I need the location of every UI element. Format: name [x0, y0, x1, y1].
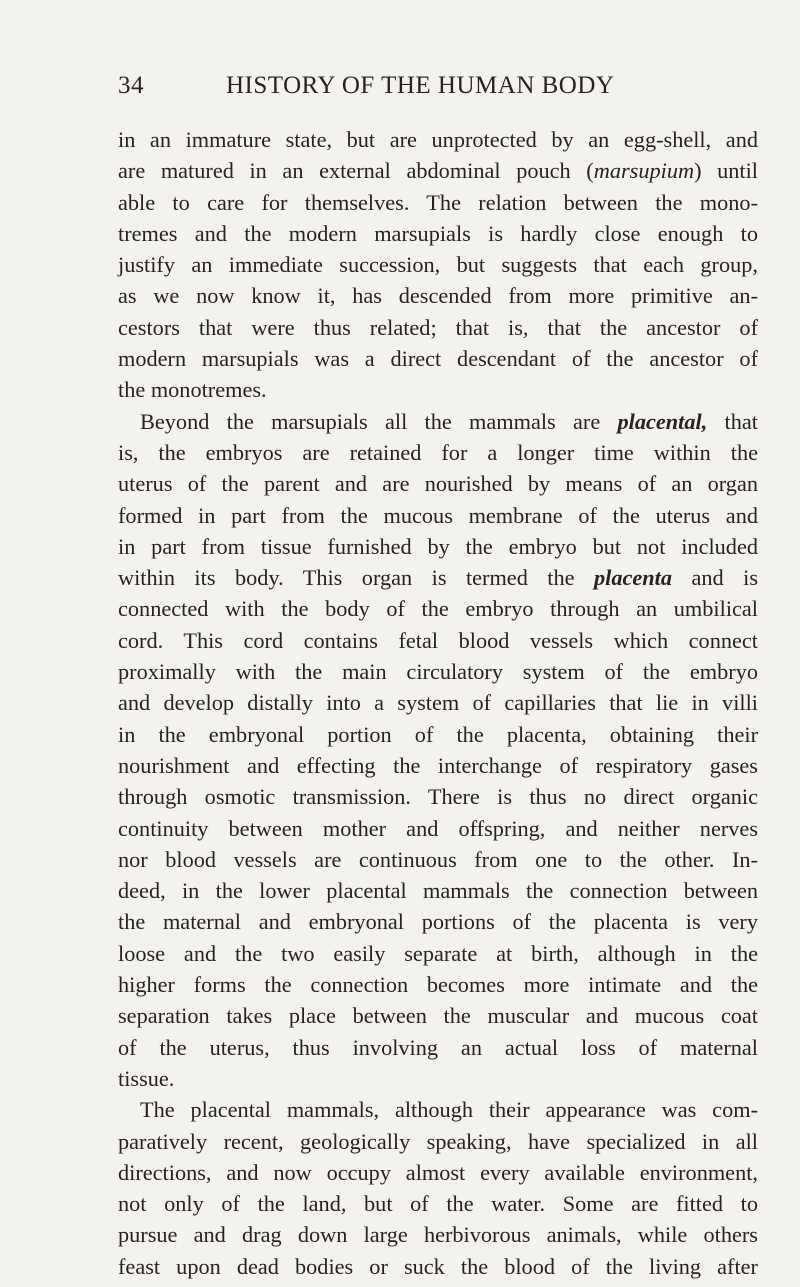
text-line — [118, 218, 758, 249]
text-line — [118, 1063, 758, 1094]
text-line — [118, 406, 758, 437]
text-line — [118, 719, 758, 750]
emphasized-term: placental, — [617, 408, 708, 434]
text-line — [118, 969, 758, 1000]
text-segment: continuity between mother and offspring, and neither nerves — [118, 815, 758, 841]
text-segment: Beyond the marsupials all the mammals are — [140, 408, 618, 434]
emphasized-term: marsupium — [593, 158, 695, 184]
text-segment: cestors that were thus related; that is, that the ancestor of — [118, 314, 758, 340]
text-line — [118, 781, 758, 812]
body-text — [118, 124, 758, 1282]
text-line — [118, 813, 758, 844]
text-line — [118, 155, 758, 186]
text-segment: within its body. This organ is termed the — [118, 565, 594, 591]
text-segment: paratively recent, geologically speaking, have specialized in all — [118, 1128, 758, 1154]
page-number: 34 — [118, 72, 144, 99]
text-segment: able to care for themselves. The relation between the mono- — [118, 189, 758, 215]
text-line — [118, 656, 758, 687]
text-line — [118, 1188, 758, 1219]
text-segment: justify an immediate succession, but suggests that each group, — [118, 252, 758, 278]
text-segment: that — [707, 408, 758, 434]
text-segment: ) until — [694, 158, 758, 184]
text-segment: and is — [672, 565, 758, 591]
text-line — [118, 437, 758, 468]
text-segment: in the embryonal portion of the placenta, obtaining their — [118, 721, 758, 747]
text-segment: proximally with the main circulatory system of the embryo — [118, 659, 758, 685]
text-line — [118, 687, 758, 718]
text-segment: through osmotic transmission. There is thus no direct organic — [118, 784, 758, 810]
text-line — [118, 468, 758, 499]
text-line — [118, 625, 758, 656]
text-segment: in an immature state, but are unprotected by an egg-shell, and — [118, 127, 758, 152]
text-segment: separation takes place between the muscular and mucous coat — [118, 1003, 758, 1029]
text-segment: as we now know it, has descended from more primitive an- — [118, 283, 758, 309]
text-line — [118, 1157, 758, 1188]
text-line — [118, 124, 758, 155]
text-line — [118, 562, 758, 593]
text-line — [118, 531, 758, 562]
text-line — [118, 906, 758, 937]
text-segment: is, the embryos are retained for a longer time within the — [118, 439, 758, 465]
running-title: HISTORY OF THE HUMAN BODY — [226, 72, 615, 99]
text-segment: nourishment and effecting the interchange of respiratory gases — [118, 752, 758, 778]
text-segment: modern marsupials was a direct descendant of the ancestor of — [118, 346, 758, 372]
text-segment: uterus of the parent and are nourished by means of an organ — [118, 471, 758, 497]
text-segment: the maternal and embryonal portions of the placenta is very — [118, 909, 758, 935]
text-segment: in part from tissue furnished by the embryo but not included — [118, 533, 758, 559]
text-line — [118, 249, 758, 280]
text-segment: loose and the two easily separate at birth, although in the — [118, 940, 758, 966]
emphasized-term: placenta — [594, 565, 673, 591]
page-header — [118, 72, 758, 112]
text-line — [118, 593, 758, 624]
text-segment: directions, and now occupy almost every available environment, — [118, 1159, 758, 1185]
text-line — [118, 187, 758, 218]
text-segment: cord. This cord contains fetal blood vessels which connect — [118, 627, 758, 653]
text-line — [118, 875, 758, 906]
text-segment: connected with the body of the embryo through an umbilical — [118, 596, 758, 622]
text-segment: not only of the land, but of the water. Some are fitted to — [118, 1191, 758, 1217]
text-segment: the monotremes. — [118, 377, 267, 403]
text-segment: are matured in an external abdominal pouch ( — [118, 158, 594, 184]
text-line — [118, 844, 758, 875]
text-segment: higher forms the connection becomes more intimate and the — [118, 972, 758, 998]
text-line — [118, 343, 758, 374]
text-segment: pursue and drag down large herbivorous animals, while others — [118, 1222, 758, 1248]
text-line — [118, 1032, 758, 1063]
text-segment: nor blood vessels are continuous from one to the other. In- — [118, 846, 758, 872]
text-line — [118, 500, 758, 531]
text-segment: formed in part from the mucous membrane of the uterus and — [118, 502, 758, 528]
text-line — [118, 1251, 758, 1282]
text-segment: and develop distally into a system of capillaries that lie in villi — [118, 690, 758, 716]
text-segment: tremes and the modern marsupials is hardly close enough to — [118, 220, 758, 246]
text-line — [118, 1094, 758, 1125]
text-line — [118, 1126, 758, 1157]
text-line — [118, 750, 758, 781]
text-line — [118, 1000, 758, 1031]
text-line — [118, 374, 758, 405]
text-segment: deed, in the lower placental mammals the connection between — [118, 878, 758, 904]
text-segment: feast upon dead bodies or suck the blood of the living after — [118, 1253, 758, 1279]
text-line — [118, 1219, 758, 1250]
text-line — [118, 312, 758, 343]
text-segment: of the uterus, thus involving an actual loss of maternal — [118, 1034, 758, 1060]
text-line — [118, 280, 758, 311]
text-segment: The placental mammals, although their appearance was com- — [140, 1097, 758, 1123]
text-line — [118, 938, 758, 969]
text-segment: tissue. — [118, 1065, 175, 1091]
